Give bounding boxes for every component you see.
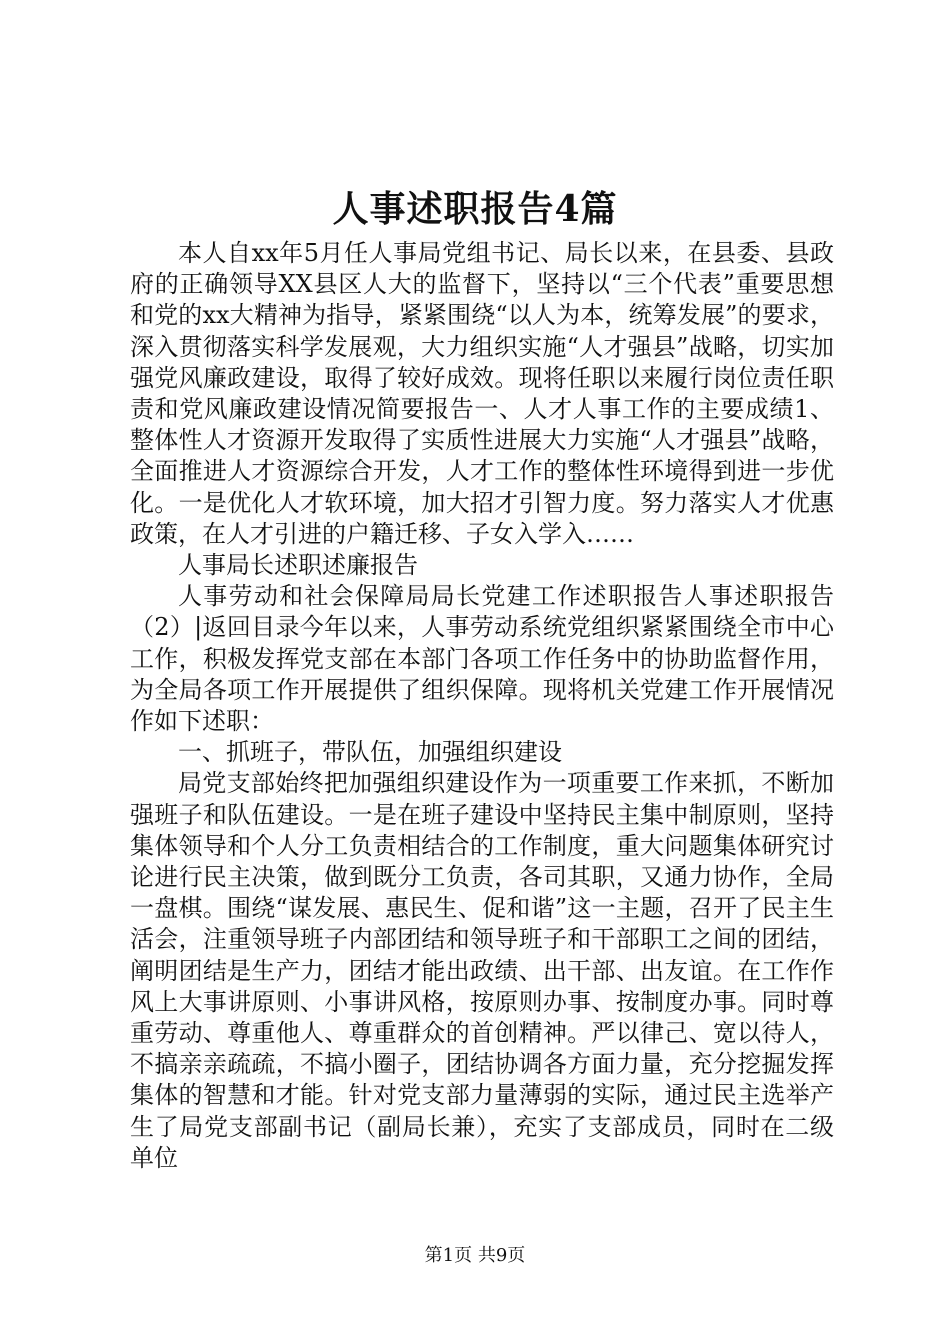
paragraph-organization: 局党支部始终把加强组织建设作为一项重要工作来抓，不断加强班子和队伍建设。一是在班子建设中坚持民主集中制原则，坚持集体领导和个人分工负责相结合的工作制度，重大问题集体研究讨论进行民主决策，做到既分工负责，各司其职，又通力协作，全局一盘棋。围绕“谋发展、惠民生、促和谐”这一主题，召开了民主生活会，注重领导班子内部团结和领导班子和干部职工之间的团结，阐明团结是生产力，团结才能出政绩、出干部、出友谊。在工作作风上大事讲原则、小事讲风格，按原则办事、按制度办事。同时尊重劳动、尊重他人、尊重群众的首创精神。严以律己、宽以待人，不搞亲亲疏疏，不搞小圈子，团结协调各方面力量，充分挖掘发挥集体的智慧和才能。针对党支部力量薄弱的实际，通过民主选举产生了局党支部副书记（副局长兼），充实了支部成员，同时在二级单位 (130, 769, 834, 1172)
document-title: 人事述职报告4篇 (332, 188, 618, 230)
paragraph-heading-report: 人事局长述职述廉报告 (178, 551, 418, 580)
section-heading-organization: 一、抓班子，带队伍，加强组织建设 (178, 738, 562, 767)
paragraph-party-building: 人事劳动和社会保障局局长党建工作述职报告人事述职报告（2）|返回目录今年以来，人事劳动系统党组织紧紧围绕全市中心工作，积极发挥党支部在本部门各项工作任务中的协助监督作用，为全局各项工作开展提供了组织保障。现将机关党建工作开展情况作如下述职： (130, 582, 834, 736)
paragraph-intro: 本人自xx年5月任人事局党组书记、局长以来，在县委、县政府的正确领导XX县区人大的监督下，坚持以“三个代表”重要思想和党的xx大精神为指导，紧紧围绕“以人为本，统筹发展”的要求，深入贯彻落实科学发展观，大力组织实施“人才强县”战略，切实加强党风廉政建设，取得了较好成效。现将任职以来履行岗位责任职责和党风廉政建设情况简要报告一、人才人事工作的主要成绩1、整体性人才资源开发取得了实质性进展大力实施“人才强县”战略，全面推进人才资源综合开发，人才工作的整体性环境得到进一步优化。一是优化人才软环境，加大招才引智力度。努力落实人才优惠政策，在人才引进的户籍迁移、子女入学入…… (130, 239, 834, 548)
document-body (130, 238, 834, 1174)
page-footer: 第1页 共9页 (424, 1245, 526, 1266)
